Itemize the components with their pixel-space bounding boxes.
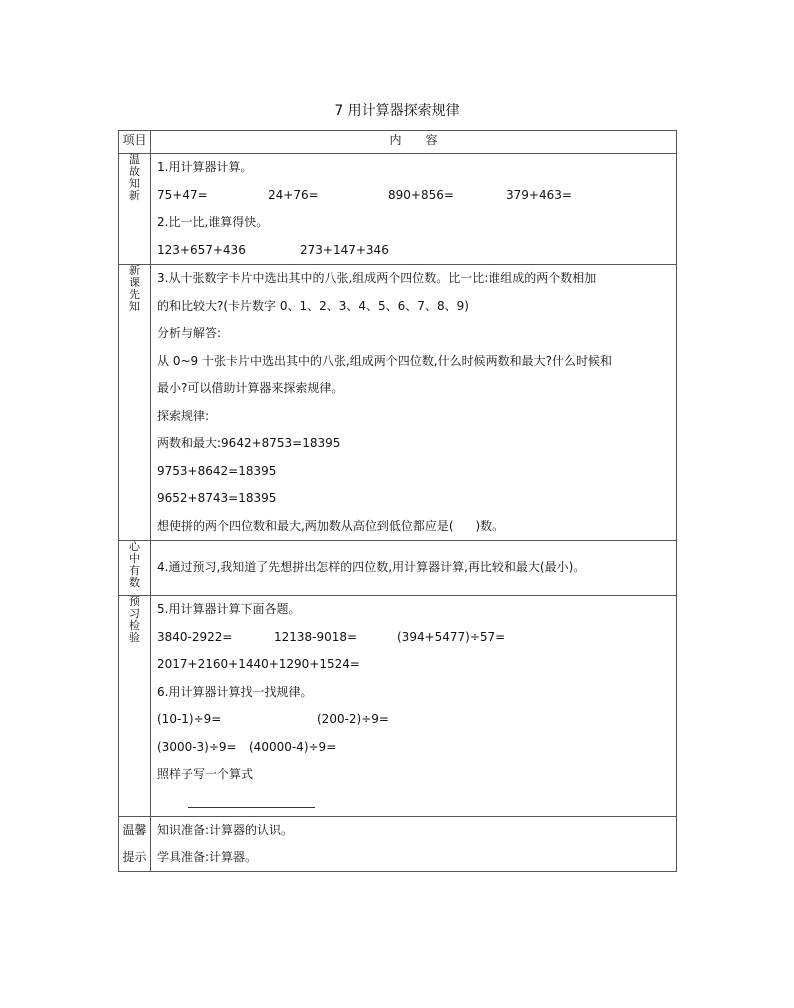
race-row: 123+657+436 273+147+346 <box>157 242 389 257</box>
section-in-mind <box>119 541 677 596</box>
section-in-mind-label: 心 中 有 数 <box>119 541 151 596</box>
question-5: 5.用计算器计算下面各题。 <box>157 602 301 616</box>
header-content-b: 容 <box>425 133 438 147</box>
text-line: 最小?可以借助计算器来探索规律。 <box>157 381 344 395</box>
section-new-lesson-label: 新 课 先 知 <box>119 265 151 541</box>
text-line: 两数和最大:9642+8753=18395 <box>157 436 341 450</box>
section-tips-content <box>151 816 677 871</box>
text-line: 分析与解答: <box>157 326 222 340</box>
text-line: 从 0~9 十张卡片中选出其中的八张,组成两个四位数,什么时候两数和最大?什么时候和 <box>157 353 612 368</box>
header-content <box>151 131 677 154</box>
section-tips <box>119 816 677 871</box>
tip-line: 学具准备:计算器。 <box>157 849 258 864</box>
text-line: 4.通过预习,我知道了先想拼出怎样的四位数,用计算器计算,再比较和最大(最小)。 <box>157 560 586 575</box>
section-new-lesson <box>119 265 677 541</box>
question-2: 2.比一比,谁算得快。 <box>157 215 269 229</box>
header-row <box>119 131 677 154</box>
section-preview-check <box>119 596 677 817</box>
section-in-mind-content <box>151 541 677 596</box>
text-line: 9753+8642=18395 <box>157 463 277 478</box>
section-tips-label: 温馨 提示 <box>119 816 151 871</box>
text-line: 3.从十张数字卡片中选出其中的八张,组成两个四位数。比一比:谁组成的两个数相加 <box>157 271 597 285</box>
fill-blank-line: 想使拼的两个四位数和最大,两加数从高位到低位都应是( )数。 <box>157 518 505 533</box>
section-preview-check-content <box>151 596 677 817</box>
text-line: 探索规律: <box>157 408 210 423</box>
calc-row: 3840-2922= 12138-9018= (394+5477)÷57= <box>157 629 506 644</box>
section-review <box>119 154 677 265</box>
section-review-content <box>151 154 677 265</box>
header-label: 项目 <box>119 131 151 154</box>
answer-underline <box>151 789 676 816</box>
calc-row: (10-1)÷9= (200-2)÷9= <box>157 712 389 726</box>
text-line: 9652+8743=18395 <box>157 491 277 505</box>
section-preview-check-label: 预 习 检 验 <box>119 596 151 817</box>
section-new-lesson-content <box>151 265 677 541</box>
header-content-a: 内 <box>389 133 402 147</box>
text-line: 的和比较大?(卡片数字 0、1、2、3、4、5、6、7、8、9) <box>157 298 469 313</box>
calc-row: 2017+2160+1440+1290+1524= <box>157 657 360 671</box>
worksheet-table <box>118 130 677 872</box>
instruction: 照样子写一个算式 <box>157 767 254 781</box>
tip-line: 知识准备:计算器的认识。 <box>157 822 294 837</box>
calc-row: 75+47= 24+76= 890+856= 379+463= <box>157 187 572 202</box>
question-1: 1.用计算器计算。 <box>157 160 253 174</box>
section-review-label: 温 故 知 新 <box>119 154 151 265</box>
question-6: 6.用计算器计算找一找规律。 <box>157 684 313 699</box>
calc-row: (3000-3)÷9= (40000-4)÷9= <box>157 739 337 754</box>
page-title: 7 用计算器探索规律 <box>334 103 460 119</box>
